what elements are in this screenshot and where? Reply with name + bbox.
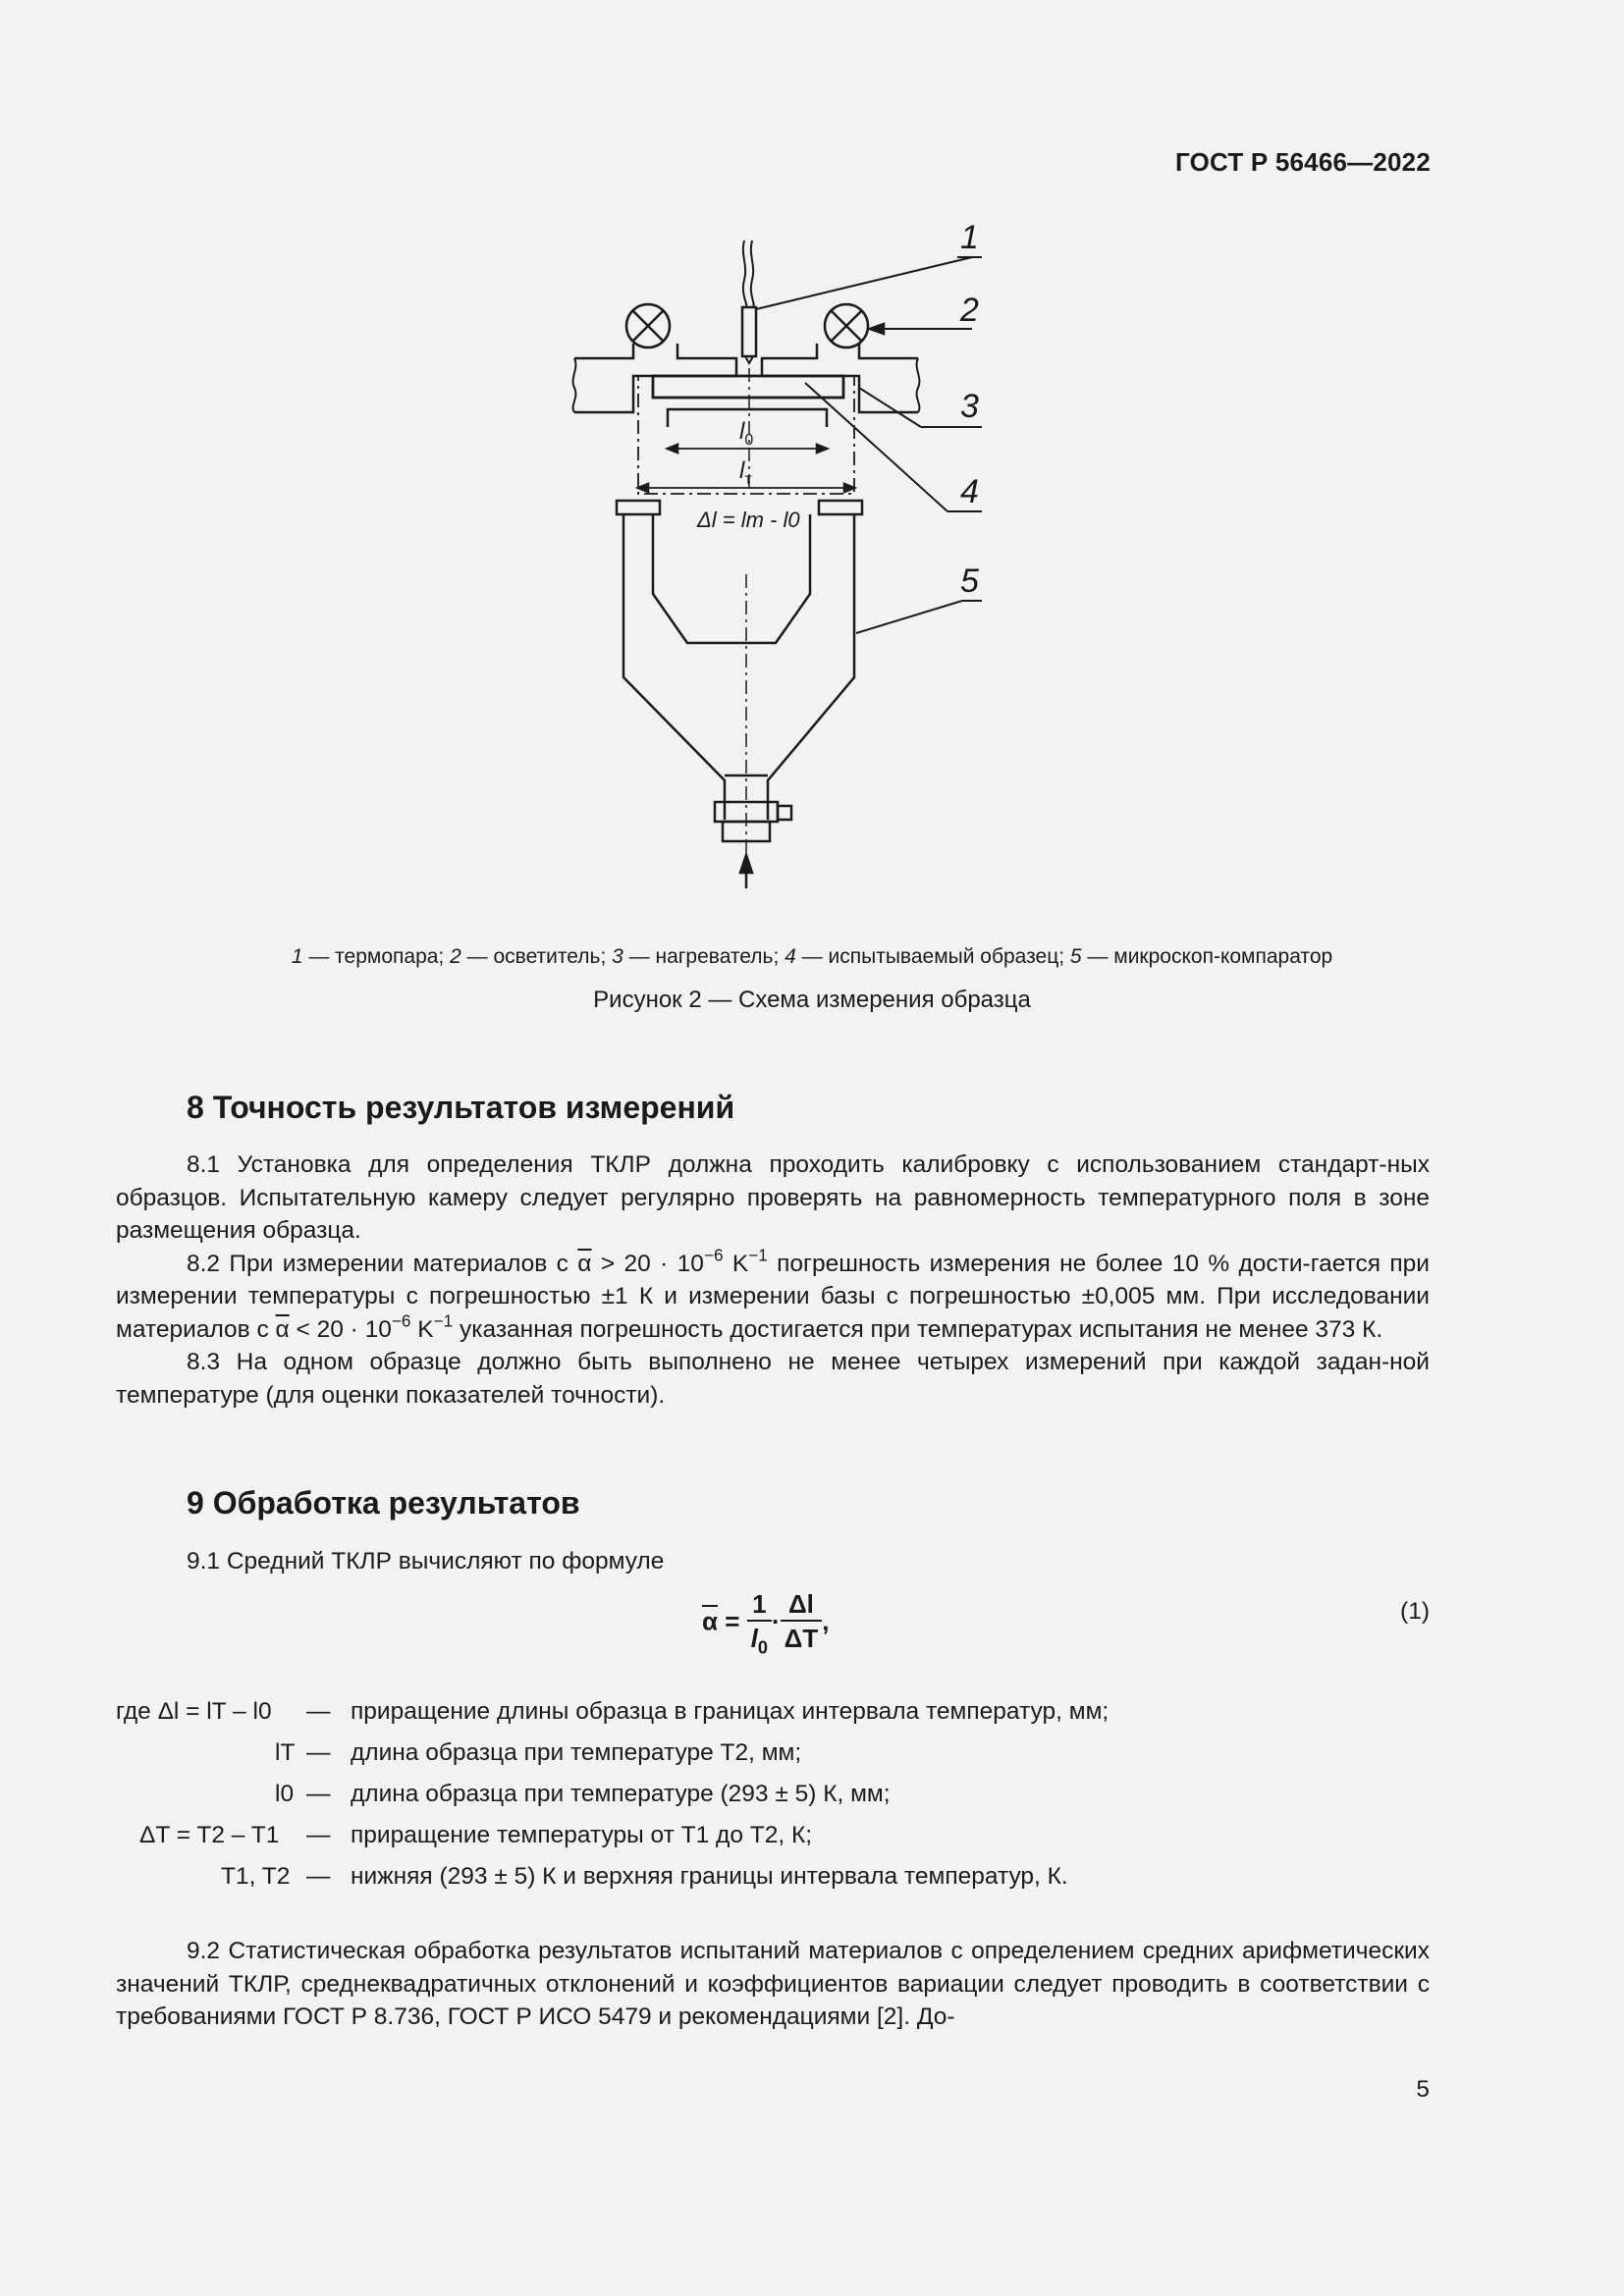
thermocouple — [742, 307, 756, 356]
section-8-title: 8 Точность результатов измерений — [187, 1090, 735, 1125]
legend-row: ΔT = T2 – T1 — приращение температуры от T1 до T2, К; — [139, 1822, 813, 1848]
callout-4: 4 — [960, 473, 979, 510]
callout-1: 1 — [960, 221, 979, 256]
callout-5: 5 — [960, 562, 979, 600]
equation-number: (1) — [1400, 1598, 1430, 1625]
figure-caption: Рисунок 2 — Схема измерения образца — [593, 987, 1031, 1013]
dim-label-l0: $l_0$ — [739, 418, 754, 449]
callout-3: 3 — [960, 388, 979, 425]
heater — [573, 344, 920, 412]
delta-l-formula: Δl = lт - l0 — [697, 507, 800, 532]
microscope-comparator — [617, 501, 862, 869]
document-header: ГОСТ Р 56466—2022 — [1175, 147, 1431, 177]
legend-row: где Δl = lT – l0 — приращение длины образца в границах интервала температур, мм; — [116, 1698, 1110, 1725]
page-number: 5 — [1416, 2076, 1430, 2103]
paragraph-9-1: 9.1 Средний ТКЛР вычисляют по формуле — [187, 1548, 665, 1575]
specimen — [653, 376, 843, 398]
paragraph-8-2: 8.2 При измерении материалов с $\overline{\alpha} > 20 \cdot 10^{-6}$ $K^{-1}$ погрешность измерения не более 10 % дости-гается при измерении температуры с погрешностью ±1 К и измерении базы с погрешностью ±0,005 мм. При исследовании материалов с $\overline{\alpha} < 20 \cdot 10^{-6}$ $K^{-1}$ указанная погрешность достигается при температурах испытания не менее 373 К. — [116, 1245, 1430, 1343]
legend-row: T1, T2 — нижняя (293 ± 5) К и верхняя границы интервала температур, К. — [221, 1863, 1068, 1890]
legend-row: lT — длина образца при температуре T2, мм; — [275, 1739, 802, 1766]
figure-legend: 1 — термопара; 2 — осветитель; 3 — нагреватель; 4 — испытываемый образец; 5 — микроскоп-компаратор — [291, 945, 1333, 968]
formula-legend — [0, 1698, 1624, 1904]
illuminator-right — [825, 304, 868, 347]
section-8-body — [116, 1148, 1430, 1412]
paragraph-8-3: 8.3 На одном образце должно быть выполнено не менее четырех измерений при каждой задан-ной температуре (для оценки показателей точности). — [116, 1349, 1430, 1409]
legend-row: l0 — длина образца при температуре (293 ± 5) К, мм; — [275, 1781, 891, 1807]
section-9-body — [116, 1935, 1430, 2034]
illuminator-left — [626, 304, 670, 347]
scheme-drawing — [550, 221, 1011, 888]
measurement-scheme-figure — [550, 221, 1011, 888]
callout-2: 2 — [960, 292, 979, 329]
paragraph-9-2: 9.2 Статистическая обработка результатов испытаний материалов с определением средних арифметических значений ТКЛР, среднеквадратичных отклонений и коэффициентов вариации следует проводить в соответствии с требованиями ГОСТ Р 8.736, ГОСТ Р ИСО 5479 и рекомендациями [2]. До- — [116, 1938, 1430, 2030]
paragraph-8-1: 8.1 Установка для определения ТКЛР должна проходить калибровку с использованием стандарт-ных образцов. Испытательную камеру следует регулярно проверять на равномерность температурного поля в зоне размещения образца. — [116, 1151, 1430, 1244]
section-9-title: 9 Обработка результатов — [187, 1485, 580, 1521]
section-9-intro — [116, 1545, 1430, 1578]
formula-1: $\overline{\alpha}$ = $\frac{1}{l_0}$ · $\frac{\Delta l}{\Delta T}$ , — [702, 1589, 830, 1658]
dim-label-lt: $l_т$ — [739, 457, 752, 488]
